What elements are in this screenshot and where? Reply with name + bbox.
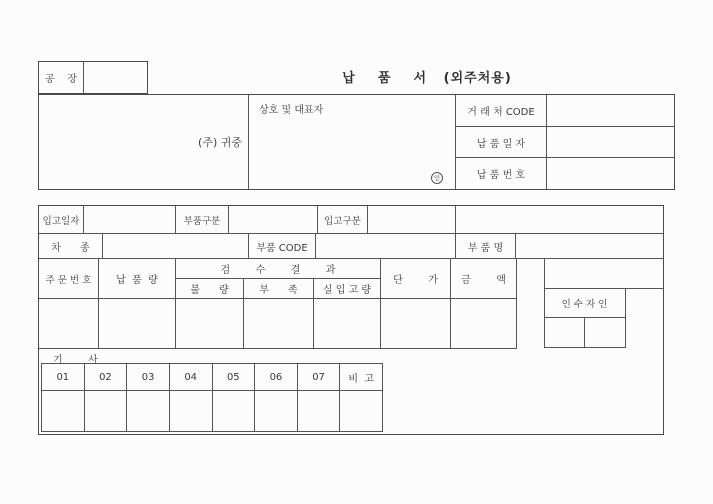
qty-header-cell (99, 259, 176, 298)
order-no-cell (39, 299, 99, 348)
inspection-subheader-row (176, 279, 380, 298)
delivery-number-label-cell (456, 158, 547, 189)
actual-qty-header-cell (314, 279, 380, 298)
shortage-cell (244, 299, 314, 348)
receive-date-label: 입고일자 (42, 215, 80, 227)
receive-class-label-cell (318, 206, 368, 233)
summary-col-03 (127, 364, 170, 390)
summary-col-05 (213, 364, 256, 390)
delivery-date-row (456, 127, 675, 159)
receiver-seal-cell-2 (585, 318, 625, 347)
summary-col-label: 05 (226, 371, 240, 383)
part-name-value-cell (516, 234, 663, 258)
summary-col-01 (42, 364, 85, 390)
summary-table-header (42, 364, 382, 391)
inspection-header-group (176, 259, 381, 298)
qty-cell (99, 299, 176, 348)
order-no-header: 주 문 번 호 (45, 274, 92, 286)
delivery-number-row (456, 158, 675, 189)
items-table (39, 259, 517, 349)
receive-class-label: 입고구분 (324, 215, 361, 227)
inspection-header-cell (176, 259, 380, 279)
inspection-header: 검 수 결 과 (220, 265, 336, 276)
amount-header-cell (451, 259, 516, 298)
customer-code-value-cell (547, 95, 675, 126)
receiver-seal-cells (544, 318, 626, 348)
summary-value-cell (127, 391, 170, 431)
actual-qty-header: 실 입 고 량 (322, 285, 372, 296)
summary-value-cell (85, 391, 128, 431)
part-code-label-cell (249, 234, 316, 258)
factory-label: 공 장 (44, 74, 78, 85)
summary-table-row (42, 391, 382, 431)
summary-col-label: 04 (184, 371, 198, 383)
receiver-seal-label: 인 수 자 인 (561, 299, 608, 310)
recipient-text: (주) 귀중 (198, 136, 242, 149)
defect-cell (176, 299, 244, 348)
vehicle-label-cell (39, 234, 103, 258)
summary-value-cell (298, 391, 341, 431)
summary-col-04 (170, 364, 213, 390)
amount-header: 금 액 (461, 275, 506, 286)
summary-value-cell (255, 391, 298, 431)
page-title: 납 품 서 (외주처용) (342, 71, 512, 86)
items-table-header (39, 259, 516, 299)
summary-col-02 (85, 364, 128, 390)
factory-box (38, 61, 148, 94)
factory-value-cell (84, 62, 147, 93)
receiver-seal-label-cell (544, 289, 626, 318)
summary-col-07 (298, 364, 341, 390)
summary-value-cell (170, 391, 213, 431)
top-right-fields (456, 95, 675, 189)
summary-col-label: 01 (56, 371, 70, 383)
info-row-1 (39, 206, 456, 233)
customer-code-row (456, 95, 675, 127)
receiver-seal-cell-1 (544, 318, 585, 347)
part-name-label-cell (456, 234, 516, 258)
delivery-date-label: 납 품 일 자 (476, 138, 526, 150)
delivery-number-label: 납 품 번 호 (476, 170, 526, 182)
defect-header-cell (176, 279, 244, 298)
detail-section (38, 205, 664, 435)
items-table-row (39, 299, 516, 348)
company-representative-label: 상호 및 대표자 (259, 105, 324, 116)
shortage-header-cell (244, 279, 314, 298)
amount-cell (451, 299, 516, 348)
summary-col-06 (255, 364, 298, 390)
part-name-label: 부 품 명 (467, 242, 504, 254)
summary-value-cell (340, 391, 382, 431)
customer-code-label-cell (456, 95, 547, 126)
company-representative-cell (249, 95, 456, 189)
summary-value-cell (42, 391, 85, 431)
seal-mark-icon: 인 (431, 172, 443, 184)
notes-label: 기 사 (53, 355, 98, 366)
part-class-label: 부품구분 (183, 215, 221, 227)
receive-date-value-cell (84, 206, 176, 233)
delivery-number-value-cell (547, 158, 675, 189)
customer-code-label: 거 래 처 CODE (467, 106, 535, 118)
part-class-value-cell (229, 206, 318, 233)
qty-header: 납 품 량 (116, 275, 158, 286)
part-code-value-cell (316, 234, 456, 258)
summary-col-label: 03 (141, 371, 155, 383)
summary-value-cell (213, 391, 256, 431)
unit-price-header: 단 가 (393, 275, 438, 286)
summary-col-remarks (340, 364, 382, 390)
unit-price-header-cell (381, 259, 451, 298)
summary-col-label: 06 (269, 371, 283, 383)
factory-label-cell (39, 62, 84, 93)
receive-date-label-cell (39, 206, 84, 233)
shortage-header: 부 족 (259, 285, 298, 296)
summary-table (41, 363, 383, 432)
order-no-header-cell (39, 259, 99, 298)
delivery-date-label-cell (456, 127, 547, 158)
defect-header: 불 량 (190, 285, 229, 296)
delivery-date-value-cell (547, 127, 675, 158)
part-code-label: 부품 CODE (256, 242, 308, 254)
receive-class-value-cell (368, 206, 456, 233)
vehicle-value-cell (103, 234, 249, 258)
summary-col-label: 07 (312, 371, 325, 383)
info-row-2 (39, 234, 663, 258)
summary-col-label: 비 고 (348, 373, 375, 385)
unit-price-cell (381, 299, 451, 348)
supplier-section (38, 94, 675, 190)
vehicle-label: 차 종 (51, 242, 90, 254)
summary-col-label: 02 (99, 371, 112, 383)
part-class-label-cell (176, 206, 229, 233)
actual-qty-cell (314, 299, 381, 348)
recipient-cell (39, 95, 249, 189)
